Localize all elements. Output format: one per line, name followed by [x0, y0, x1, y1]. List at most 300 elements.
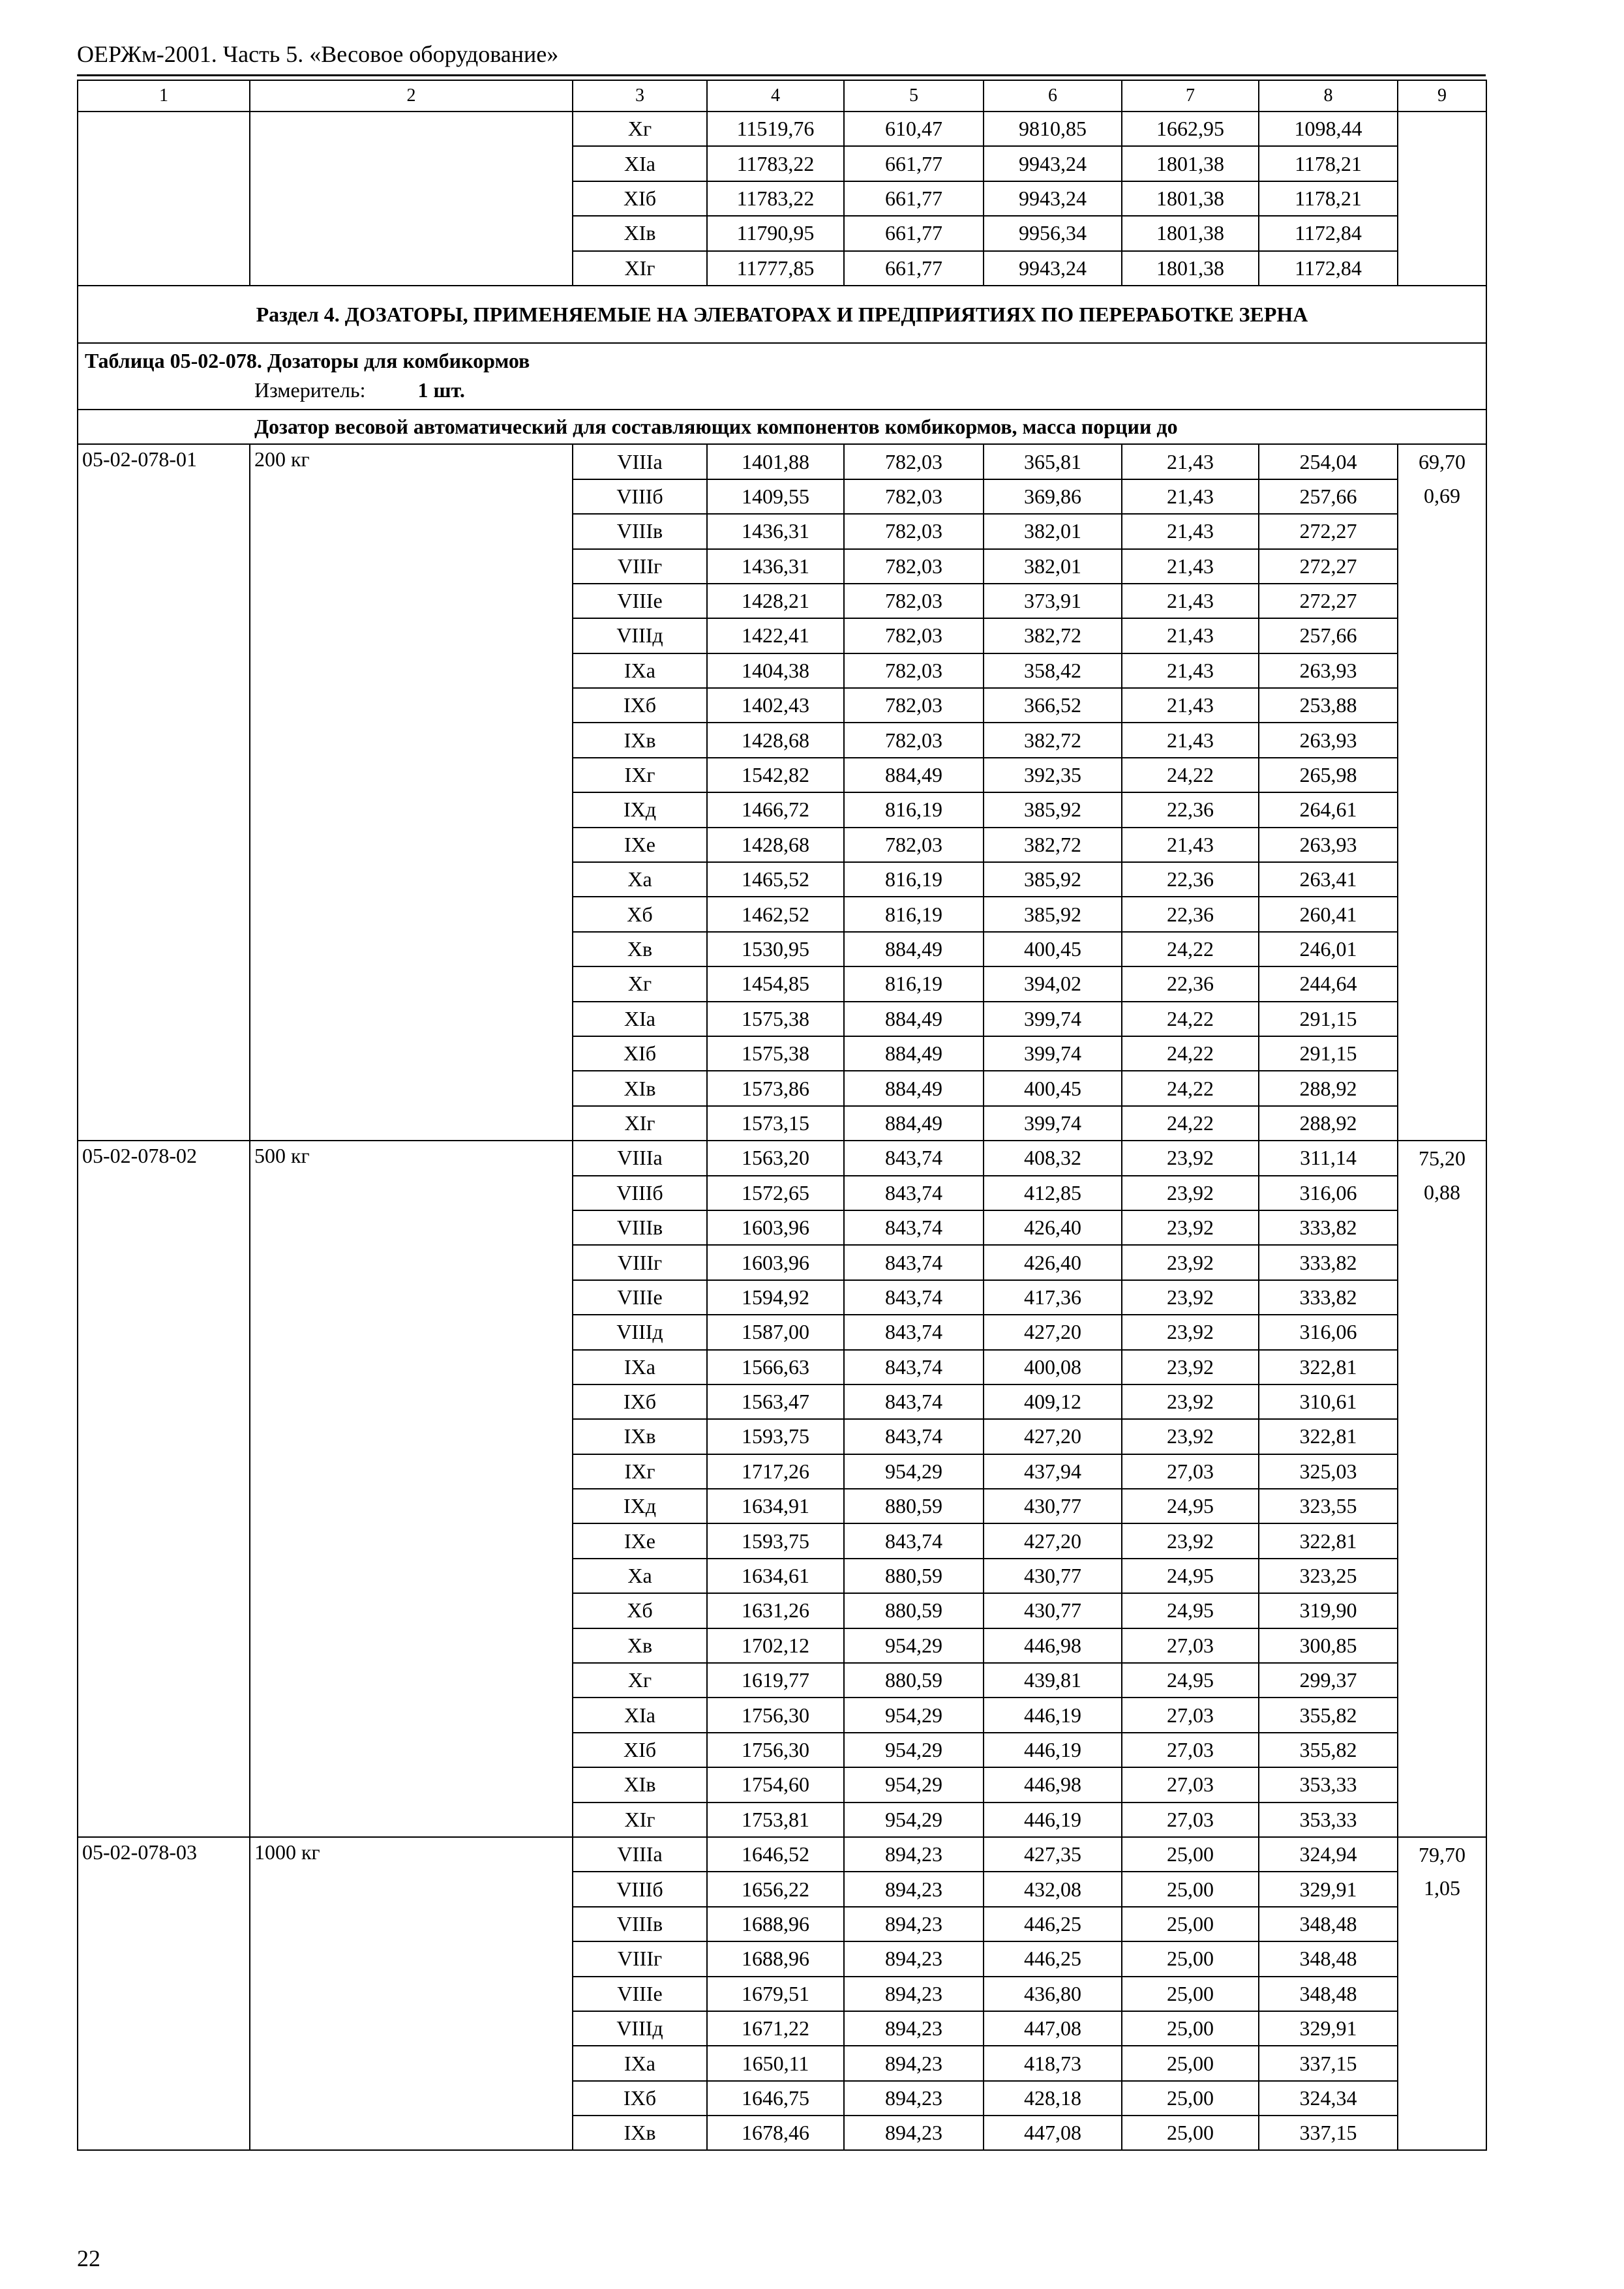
value-cell: 9943,24 [984, 146, 1122, 181]
value-cell: 843,74 [844, 1210, 984, 1245]
value-cell: 366,52 [984, 688, 1122, 723]
value-cell: 385,92 [984, 862, 1122, 897]
value-cell: 319,90 [1259, 1593, 1398, 1628]
value-cell: 11783,22 [707, 181, 844, 216]
value-cell: VIIIд [573, 1315, 707, 1349]
value-cell: VIIIa [573, 444, 707, 479]
value-cell: VIIIб [573, 1176, 707, 1210]
value-cell: 816,19 [844, 862, 984, 897]
section-title: Раздел 4. ДОЗАТОРЫ, ПРИМЕНЯЕМЫЕ НА ЭЛЕВАТОРАХ И ПРЕДПРИЯТИЯХ ПО ПЕРЕРАБОТКЕ ЗЕРНА [78, 286, 1486, 343]
value-cell: 254,04 [1259, 444, 1398, 479]
value-cell: 263,93 [1259, 723, 1398, 757]
value-cell: VIIIг [573, 1245, 707, 1279]
value-cell: 385,92 [984, 792, 1122, 827]
value-cell: 22,36 [1122, 792, 1259, 827]
value-cell: 21,43 [1122, 479, 1259, 514]
value-cell: 1409,55 [707, 479, 844, 514]
value-cell: 24,95 [1122, 1663, 1259, 1698]
value-cell: 353,33 [1259, 1803, 1398, 1837]
table-row [78, 216, 1486, 250]
value-cell: XIa [573, 1002, 707, 1036]
value-cell: IXв [573, 2116, 707, 2150]
rates-table [77, 80, 1487, 2151]
extra-cell [1398, 444, 1486, 1141]
value-cell: 782,03 [844, 479, 984, 514]
value-cell: 894,23 [844, 1872, 984, 1906]
value-cell: 954,29 [844, 1803, 984, 1837]
code-cell: 05-02-078-02 [78, 1141, 250, 1837]
code-cell: 05-02-078-01 [78, 444, 250, 1141]
page-number: 22 [77, 2245, 100, 2271]
value-cell: 1587,00 [707, 1315, 844, 1349]
name-cell: 1000 кг [250, 1837, 573, 2151]
value-cell: 409,12 [984, 1384, 1122, 1419]
value-cell: 27,03 [1122, 1733, 1259, 1767]
value-cell: XIб [573, 1733, 707, 1767]
extra-cell [1398, 216, 1486, 250]
name-cell [250, 146, 573, 181]
value-cell: 1656,22 [707, 1872, 844, 1906]
value-cell: XIг [573, 1106, 707, 1141]
value-cell: 25,00 [1122, 2011, 1259, 2046]
value-cell: 426,40 [984, 1245, 1122, 1279]
value-cell: 382,72 [984, 723, 1122, 757]
value-cell: IXг [573, 758, 707, 792]
value-cell: 1603,96 [707, 1245, 844, 1279]
value-cell: 21,43 [1122, 828, 1259, 862]
value-cell: 884,49 [844, 1071, 984, 1105]
value-cell: XIг [573, 251, 707, 286]
value-cell: 24,95 [1122, 1593, 1259, 1628]
value-cell: 257,66 [1259, 618, 1398, 653]
value-cell: 323,25 [1259, 1559, 1398, 1593]
value-cell: 1542,82 [707, 758, 844, 792]
value-cell: Xг [573, 1663, 707, 1698]
value-cell: 27,03 [1122, 1767, 1259, 1802]
value-cell: 24,22 [1122, 1106, 1259, 1141]
extra-cell [1398, 112, 1486, 146]
value-cell: 782,03 [844, 688, 984, 723]
value-cell: 432,08 [984, 1872, 1122, 1906]
value-cell: 9810,85 [984, 112, 1122, 146]
value-cell: 11783,22 [707, 146, 844, 181]
extra-value: 0,88 [1424, 1180, 1460, 1204]
value-cell: 25,00 [1122, 1872, 1259, 1906]
value-cell: 843,74 [844, 1523, 984, 1558]
value-cell: 446,25 [984, 1907, 1122, 1941]
value-cell: 954,29 [844, 1733, 984, 1767]
value-cell: 894,23 [844, 1977, 984, 2011]
value-cell: 1593,75 [707, 1523, 844, 1558]
value-cell: 439,81 [984, 1663, 1122, 1698]
value-cell: 1178,21 [1259, 181, 1398, 216]
value-cell: 428,18 [984, 2081, 1122, 2116]
value-cell: 1754,60 [707, 1767, 844, 1802]
table-row [78, 444, 1486, 479]
value-cell: 1801,38 [1122, 146, 1259, 181]
value-cell: 291,15 [1259, 1002, 1398, 1036]
value-cell: XIв [573, 216, 707, 250]
value-cell: 264,61 [1259, 792, 1398, 827]
value-cell: 23,92 [1122, 1523, 1259, 1558]
value-cell: 25,00 [1122, 2046, 1259, 2080]
extra-cell [1398, 1141, 1486, 1837]
description-row [78, 410, 1486, 444]
value-cell: 310,61 [1259, 1384, 1398, 1419]
running-header: ОЕРЖм-2001. Часть 5. «Весовое оборудование» [77, 41, 559, 67]
value-cell: 661,77 [844, 251, 984, 286]
value-cell: 408,32 [984, 1141, 1122, 1175]
value-cell: 23,92 [1122, 1176, 1259, 1210]
value-cell: 1575,38 [707, 1036, 844, 1071]
table-row [78, 112, 1486, 146]
value-cell: IXe [573, 828, 707, 862]
value-cell: Xв [573, 932, 707, 966]
value-cell: 373,91 [984, 584, 1122, 618]
value-cell: 1634,91 [707, 1489, 844, 1523]
column-number: 5 [844, 80, 984, 112]
value-cell: 1631,26 [707, 1593, 844, 1628]
value-cell: 816,19 [844, 966, 984, 1001]
value-cell: 661,77 [844, 216, 984, 250]
value-cell: 782,03 [844, 653, 984, 688]
value-cell: 23,92 [1122, 1210, 1259, 1245]
value-cell: 253,88 [1259, 688, 1398, 723]
value-cell: 22,36 [1122, 897, 1259, 931]
value-cell: 23,92 [1122, 1315, 1259, 1349]
value-cell: 1404,38 [707, 653, 844, 688]
value-cell: 1098,44 [1259, 112, 1398, 146]
value-cell: 22,36 [1122, 966, 1259, 1001]
value-cell: 884,49 [844, 758, 984, 792]
value-cell: 288,92 [1259, 1071, 1398, 1105]
value-cell: 27,03 [1122, 1698, 1259, 1732]
value-cell: 311,14 [1259, 1141, 1398, 1175]
value-cell: 1428,68 [707, 828, 844, 862]
value-cell: 427,35 [984, 1837, 1122, 1872]
value-cell: VIIIa [573, 1837, 707, 1872]
name-cell [250, 251, 573, 286]
value-cell: 447,08 [984, 2116, 1122, 2150]
value-cell: 355,82 [1259, 1698, 1398, 1732]
value-cell: 24,22 [1122, 1071, 1259, 1105]
value-cell: 437,94 [984, 1454, 1122, 1489]
value-cell: 257,66 [1259, 479, 1398, 514]
value-cell: IXд [573, 1489, 707, 1523]
value-cell: 1650,11 [707, 2046, 844, 2080]
value-cell: 322,81 [1259, 1523, 1398, 1558]
value-cell: 348,48 [1259, 1977, 1398, 2011]
value-cell: 661,77 [844, 181, 984, 216]
value-cell: 1603,96 [707, 1210, 844, 1245]
value-cell: 288,92 [1259, 1106, 1398, 1141]
value-cell: 782,03 [844, 828, 984, 862]
measure-value: 1 шт. [417, 378, 465, 402]
value-cell: 23,92 [1122, 1350, 1259, 1384]
value-cell: 782,03 [844, 584, 984, 618]
value-cell: 333,82 [1259, 1210, 1398, 1245]
value-cell: 894,23 [844, 1941, 984, 1976]
value-cell: 782,03 [844, 549, 984, 584]
value-cell: 1573,15 [707, 1106, 844, 1141]
value-cell: VIIIв [573, 514, 707, 548]
column-number: 6 [984, 80, 1122, 112]
value-cell: 24,22 [1122, 932, 1259, 966]
value-cell: 322,81 [1259, 1350, 1398, 1384]
table-row [78, 1141, 1486, 1175]
value-cell: IXб [573, 2081, 707, 2116]
value-cell: 782,03 [844, 514, 984, 548]
value-cell: 316,06 [1259, 1176, 1398, 1210]
value-cell: 400,08 [984, 1350, 1122, 1384]
value-cell: VIIIв [573, 1907, 707, 1941]
value-cell: IXe [573, 1523, 707, 1558]
table-row [78, 251, 1486, 286]
value-cell: 1402,43 [707, 688, 844, 723]
value-cell: 23,92 [1122, 1141, 1259, 1175]
value-cell: 1593,75 [707, 1419, 844, 1454]
value-cell: IXб [573, 1384, 707, 1419]
table-row [78, 1837, 1486, 1872]
value-cell: 337,15 [1259, 2046, 1398, 2080]
code-cell [78, 251, 250, 286]
value-cell: 272,27 [1259, 549, 1398, 584]
value-cell: 263,93 [1259, 828, 1398, 862]
value-cell: 782,03 [844, 723, 984, 757]
value-cell: 1172,84 [1259, 251, 1398, 286]
value-cell: 399,74 [984, 1036, 1122, 1071]
value-cell: 782,03 [844, 444, 984, 479]
value-cell: 25,00 [1122, 1907, 1259, 1941]
value-cell: 324,94 [1259, 1837, 1398, 1872]
value-cell: 24,22 [1122, 758, 1259, 792]
value-cell: 21,43 [1122, 444, 1259, 479]
name-cell [250, 181, 573, 216]
value-cell: 23,92 [1122, 1245, 1259, 1279]
value-cell: 1573,86 [707, 1071, 844, 1105]
value-cell: 400,45 [984, 932, 1122, 966]
measure-cell [78, 376, 1486, 410]
code-cell [78, 112, 250, 146]
name-cell [250, 216, 573, 250]
value-cell: 24,22 [1122, 1002, 1259, 1036]
column-number: 8 [1259, 80, 1398, 112]
value-cell: 21,43 [1122, 549, 1259, 584]
value-cell: 843,74 [844, 1176, 984, 1210]
code-cell: 05-02-078-03 [78, 1837, 250, 2151]
value-cell: 382,01 [984, 549, 1122, 584]
code-cell [78, 216, 250, 250]
value-cell: 894,23 [844, 2011, 984, 2046]
value-cell: 246,01 [1259, 932, 1398, 966]
value-cell: 1575,38 [707, 1002, 844, 1036]
value-cell: 382,01 [984, 514, 1122, 548]
value-cell: Xб [573, 897, 707, 931]
extra-value: 79,70 [1419, 1842, 1466, 1866]
extra-value: 69,70 [1419, 450, 1466, 474]
value-cell: 9943,24 [984, 181, 1122, 216]
description-cell: Дозатор весовой автоматический для составляющих компонентов комбикормов, масса порции до [78, 410, 1486, 444]
value-cell: 1594,92 [707, 1280, 844, 1315]
value-cell: 333,82 [1259, 1280, 1398, 1315]
value-cell: 353,33 [1259, 1767, 1398, 1802]
value-cell: 884,49 [844, 932, 984, 966]
value-cell: 446,19 [984, 1733, 1122, 1767]
value-cell: 1753,81 [707, 1803, 844, 1837]
value-cell: 23,92 [1122, 1280, 1259, 1315]
value-cell: 1422,41 [707, 618, 844, 653]
value-cell: 23,92 [1122, 1419, 1259, 1454]
value-cell: VIIIг [573, 549, 707, 584]
value-cell: 291,15 [1259, 1036, 1398, 1071]
extra-value: 1,05 [1424, 1876, 1460, 1900]
value-cell: 11777,85 [707, 251, 844, 286]
value-cell: IXд [573, 792, 707, 827]
value-cell: 322,81 [1259, 1419, 1398, 1454]
value-cell: 11790,95 [707, 216, 844, 250]
value-cell: 417,36 [984, 1280, 1122, 1315]
value-cell: 263,41 [1259, 862, 1398, 897]
value-cell: 610,47 [844, 112, 984, 146]
value-cell: 1671,22 [707, 2011, 844, 2046]
name-cell [250, 112, 573, 146]
column-number-row [78, 80, 1486, 112]
value-cell: 1646,75 [707, 2081, 844, 2116]
value-cell: 816,19 [844, 897, 984, 931]
value-cell: IXв [573, 723, 707, 757]
extra-value: 0,69 [1424, 483, 1460, 507]
value-cell: 447,08 [984, 2011, 1122, 2046]
value-cell: 1462,52 [707, 897, 844, 931]
value-cell: IXв [573, 1419, 707, 1454]
value-cell: 1679,51 [707, 1977, 844, 2011]
value-cell: 27,03 [1122, 1628, 1259, 1663]
value-cell: 22,36 [1122, 862, 1259, 897]
value-cell: 1688,96 [707, 1907, 844, 1941]
value-cell: 24,95 [1122, 1559, 1259, 1593]
value-cell: VIIIe [573, 1280, 707, 1315]
value-cell: 880,59 [844, 1559, 984, 1593]
value-cell: 880,59 [844, 1489, 984, 1523]
value-cell: 1465,52 [707, 862, 844, 897]
value-cell: 316,06 [1259, 1315, 1398, 1349]
table-row [78, 146, 1486, 181]
value-cell: XIг [573, 1803, 707, 1837]
value-cell: VIIIe [573, 1977, 707, 2011]
value-cell: 329,91 [1259, 1872, 1398, 1906]
value-cell: 24,22 [1122, 1036, 1259, 1071]
value-cell: 843,74 [844, 1315, 984, 1349]
value-cell: 1619,77 [707, 1663, 844, 1698]
value-cell: IXa [573, 1350, 707, 1384]
value-cell: 430,77 [984, 1489, 1122, 1523]
code-cell [78, 146, 250, 181]
value-cell: 21,43 [1122, 584, 1259, 618]
value-cell: 21,43 [1122, 653, 1259, 688]
value-cell: 399,74 [984, 1002, 1122, 1036]
value-cell: 446,25 [984, 1941, 1122, 1976]
value-cell: VIIIб [573, 479, 707, 514]
value-cell: 272,27 [1259, 514, 1398, 548]
value-cell: 399,74 [984, 1106, 1122, 1141]
name-cell: 500 кг [250, 1141, 573, 1837]
value-cell: 1172,84 [1259, 216, 1398, 250]
value-cell: 1801,38 [1122, 251, 1259, 286]
value-cell: 21,43 [1122, 723, 1259, 757]
value-cell: 894,23 [844, 1907, 984, 1941]
value-cell: 1436,31 [707, 514, 844, 548]
column-number: 9 [1398, 80, 1486, 112]
value-cell: Xa [573, 862, 707, 897]
value-cell: 21,43 [1122, 514, 1259, 548]
value-cell: 1756,30 [707, 1733, 844, 1767]
value-cell: 392,35 [984, 758, 1122, 792]
value-cell: Xa [573, 1559, 707, 1593]
value-cell: 426,40 [984, 1210, 1122, 1245]
value-cell: XIa [573, 1698, 707, 1732]
value-cell: 954,29 [844, 1767, 984, 1802]
value-cell: 27,03 [1122, 1803, 1259, 1837]
value-cell: 23,92 [1122, 1384, 1259, 1419]
value-cell: VIIIa [573, 1141, 707, 1175]
value-cell: XIб [573, 1036, 707, 1071]
value-cell: 430,77 [984, 1559, 1122, 1593]
value-cell: VIIIг [573, 1941, 707, 1976]
value-cell: 355,82 [1259, 1733, 1398, 1767]
value-cell: 348,48 [1259, 1941, 1398, 1976]
column-number: 7 [1122, 80, 1259, 112]
value-cell: 1678,46 [707, 2116, 844, 2150]
value-cell: 25,00 [1122, 1837, 1259, 1872]
value-cell: 337,15 [1259, 2116, 1398, 2150]
value-cell: 348,48 [1259, 1907, 1398, 1941]
value-cell: 25,00 [1122, 1941, 1259, 1976]
value-cell: IXa [573, 2046, 707, 2080]
value-cell: 884,49 [844, 1106, 984, 1141]
value-cell: IXб [573, 688, 707, 723]
value-cell: 894,23 [844, 2081, 984, 2116]
value-cell: 382,72 [984, 828, 1122, 862]
value-cell: 365,81 [984, 444, 1122, 479]
value-cell: Xг [573, 966, 707, 1001]
value-cell: 446,19 [984, 1803, 1122, 1837]
section-row [78, 286, 1486, 343]
extra-cell [1398, 181, 1486, 216]
value-cell: Xб [573, 1593, 707, 1628]
value-cell: 382,72 [984, 618, 1122, 653]
value-cell: 1717,26 [707, 1454, 844, 1489]
value-cell: 11519,76 [707, 112, 844, 146]
value-cell: 272,27 [1259, 584, 1398, 618]
value-cell: 21,43 [1122, 688, 1259, 723]
value-cell: 25,00 [1122, 1977, 1259, 2011]
value-cell: Xг [573, 112, 707, 146]
value-cell: 1634,61 [707, 1559, 844, 1593]
value-cell: 263,93 [1259, 653, 1398, 688]
value-cell: 25,00 [1122, 2116, 1259, 2150]
value-cell: VIIIд [573, 2011, 707, 2046]
value-cell: 9956,34 [984, 216, 1122, 250]
value-cell: 894,23 [844, 1837, 984, 1872]
value-cell: 1436,31 [707, 549, 844, 584]
value-cell: 260,41 [1259, 897, 1398, 931]
value-cell: 894,23 [844, 2116, 984, 2150]
value-cell: 427,20 [984, 1419, 1122, 1454]
value-cell: 1428,21 [707, 584, 844, 618]
measure-label: Измеритель: [254, 378, 366, 402]
value-cell: 884,49 [844, 1036, 984, 1071]
value-cell: 1563,47 [707, 1384, 844, 1419]
